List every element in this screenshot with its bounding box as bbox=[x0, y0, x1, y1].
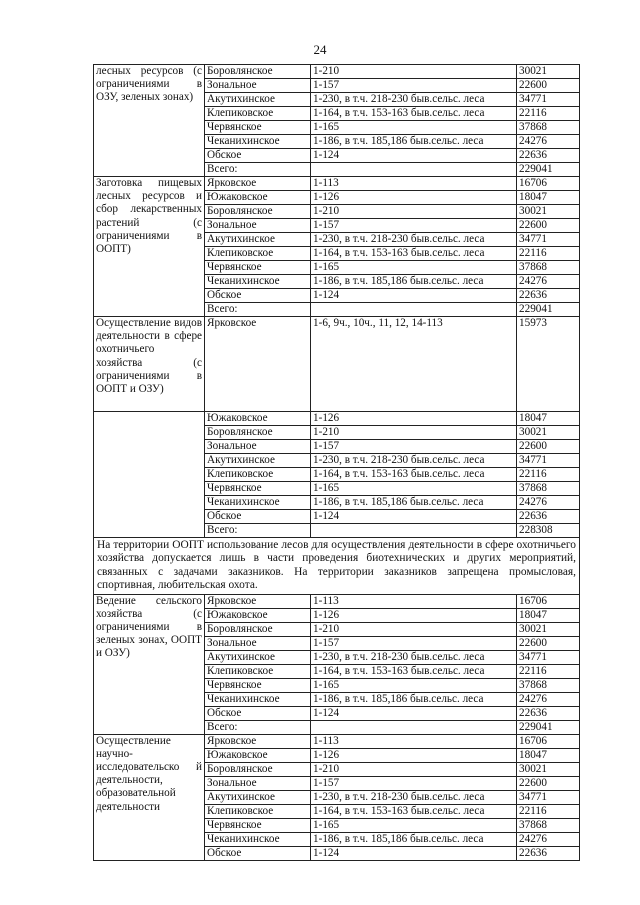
forestry-cell: Клепиковское bbox=[205, 664, 311, 678]
area-cell: 22636 bbox=[517, 846, 580, 860]
area-cell: 37868 bbox=[517, 818, 580, 832]
area-cell: 22116 bbox=[517, 804, 580, 818]
area-cell: 18047 bbox=[517, 608, 580, 622]
quarters-cell: 1-230, в т.ч. 218-230 быв.сельс. леса bbox=[311, 650, 517, 664]
table-row bbox=[94, 482, 580, 496]
area-cell: 22116 bbox=[517, 664, 580, 678]
forestry-cell: Чеканихинское bbox=[205, 496, 311, 510]
forestry-cell: Обское bbox=[205, 510, 311, 524]
table-row bbox=[94, 468, 580, 482]
forestry-cell: Акутихинское bbox=[205, 454, 311, 468]
forestry-cell: Обское bbox=[205, 149, 311, 163]
forestry-cell: Ярковское bbox=[205, 734, 311, 748]
quarters-cell: 1-165 bbox=[311, 818, 517, 832]
quarters-cell: 1-230, в т.ч. 218-230 быв.сельс. леса bbox=[311, 790, 517, 804]
forestry-cell: Боровлянское bbox=[205, 762, 311, 776]
quarters-cell: 1-186, в т.ч. 185,186 быв.сельс. леса bbox=[311, 135, 517, 149]
forestry-cell: Боровлянское bbox=[205, 426, 311, 440]
table-row bbox=[94, 65, 580, 79]
area-cell: 16706 bbox=[517, 177, 580, 191]
area-cell: 16706 bbox=[517, 734, 580, 748]
table-row bbox=[94, 412, 580, 426]
quarters-cell: 1-210 bbox=[311, 205, 517, 219]
area-cell: 37868 bbox=[517, 678, 580, 692]
quarters-cell: 1-157 bbox=[311, 636, 517, 650]
total-row bbox=[94, 524, 580, 538]
quarters-cell: 1-164, в т.ч. 153-163 быв.сельс. леса bbox=[311, 804, 517, 818]
quarters-cell: 1-113 bbox=[311, 594, 517, 608]
area-cell: 22116 bbox=[517, 468, 580, 482]
quarters-cell: 1-164, в т.ч. 153-163 быв.сельс. леса bbox=[311, 468, 517, 482]
quarters-cell: 1-210 bbox=[311, 65, 517, 79]
area-cell: 37868 bbox=[517, 121, 580, 135]
area-cell: 30021 bbox=[517, 65, 580, 79]
area-cell: 22636 bbox=[517, 706, 580, 720]
area-cell: 22600 bbox=[517, 219, 580, 233]
quarters-cell: 1-126 bbox=[311, 412, 517, 426]
forestry-cell: Боровлянское bbox=[205, 622, 311, 636]
area-cell: 16706 bbox=[517, 594, 580, 608]
forestry-cell: Ярковское bbox=[205, 177, 311, 191]
activity-cell bbox=[94, 468, 205, 482]
activity-cell bbox=[94, 510, 205, 524]
total-label: Всего: bbox=[205, 303, 311, 317]
forestry-cell: Клепиковское bbox=[205, 107, 311, 121]
area-cell: 22116 bbox=[517, 107, 580, 121]
forestry-cell: Чеканихинское bbox=[205, 832, 311, 846]
activity-cell bbox=[94, 496, 205, 510]
quarters-cell: 1-230, в т.ч. 218-230 быв.сельс. леса bbox=[311, 93, 517, 107]
total-empty bbox=[311, 524, 517, 538]
forestry-cell: Обское bbox=[205, 289, 311, 303]
quarters-cell: 1-126 bbox=[311, 191, 517, 205]
forestry-cell: Зональное bbox=[205, 776, 311, 790]
area-cell: 22636 bbox=[517, 289, 580, 303]
forestry-cell: Боровлянское bbox=[205, 65, 311, 79]
activity-cell bbox=[94, 412, 205, 426]
area-cell: 22600 bbox=[517, 636, 580, 650]
area-cell: 37868 bbox=[517, 482, 580, 496]
area-cell: 22600 bbox=[517, 79, 580, 93]
total-empty bbox=[311, 163, 517, 177]
forest-use-table bbox=[93, 64, 580, 861]
quarters-cell: 1-210 bbox=[311, 426, 517, 440]
area-cell: 24276 bbox=[517, 692, 580, 706]
forestry-cell: Червянское bbox=[205, 121, 311, 135]
forestry-cell: Чеканихинское bbox=[205, 692, 311, 706]
note-row bbox=[94, 538, 580, 595]
quarters-cell: 1-157 bbox=[311, 219, 517, 233]
area-cell: 34771 bbox=[517, 790, 580, 804]
total-empty bbox=[311, 303, 517, 317]
area-cell: 34771 bbox=[517, 650, 580, 664]
quarters-cell: 1-124 bbox=[311, 149, 517, 163]
activity-cell: Осуществление видов деятельности в сфере охотничьего хозяйства (с ограничениями в ООПТ и ОЗУ) bbox=[94, 317, 205, 412]
area-cell: 24276 bbox=[517, 832, 580, 846]
area-cell: 34771 bbox=[517, 93, 580, 107]
area-cell: 22116 bbox=[517, 247, 580, 261]
quarters-cell: 1-124 bbox=[311, 510, 517, 524]
quarters-cell: 1-124 bbox=[311, 846, 517, 860]
quarters-cell: 1-157 bbox=[311, 776, 517, 790]
area-cell: 22636 bbox=[517, 149, 580, 163]
area-cell: 22636 bbox=[517, 510, 580, 524]
forestry-cell: Ярковское bbox=[205, 317, 311, 412]
forestry-cell: Акутихинское bbox=[205, 93, 311, 107]
quarters-cell: 1-126 bbox=[311, 608, 517, 622]
forestry-cell: Ярковское bbox=[205, 594, 311, 608]
quarters-cell: 1-126 bbox=[311, 748, 517, 762]
forestry-cell: Акутихинское bbox=[205, 233, 311, 247]
forestry-cell: Акутихинское bbox=[205, 650, 311, 664]
note-text: На территории ООПТ использование лесов для осуществления деятельности в сфере охотничьего хозяйства допускается лишь в части проведения биотехнических и других мероприятий, связанных с задачами заказников. На территории заказников запрещена промысловая, спортивная, любительская охота. bbox=[94, 538, 580, 595]
activity-cell: Заготовка пищевых лесных ресурсов и сбор лекарственных растений (с ограничениями в ООПТ) bbox=[94, 177, 205, 317]
quarters-cell: 1-165 bbox=[311, 678, 517, 692]
area-cell: 34771 bbox=[517, 454, 580, 468]
area-cell: 22600 bbox=[517, 440, 580, 454]
forestry-cell: Клепиковское bbox=[205, 804, 311, 818]
area-cell: 30021 bbox=[517, 426, 580, 440]
table-row bbox=[94, 734, 580, 748]
forestry-cell: Клепиковское bbox=[205, 468, 311, 482]
activity-cell: лесных ресурсов (с ограничениями в ОЗУ, зеленых зонах) bbox=[94, 65, 205, 177]
quarters-cell: 1-210 bbox=[311, 622, 517, 636]
area-cell: 30021 bbox=[517, 762, 580, 776]
area-cell: 24276 bbox=[517, 496, 580, 510]
area-cell: 24276 bbox=[517, 275, 580, 289]
forestry-cell: Червянское bbox=[205, 482, 311, 496]
forestry-cell: Червянское bbox=[205, 261, 311, 275]
quarters-cell: 1-124 bbox=[311, 289, 517, 303]
quarters-cell: 1-164, в т.ч. 153-163 быв.сельс. леса bbox=[311, 107, 517, 121]
quarters-cell: 1-186, в т.ч. 185,186 быв.сельс. леса bbox=[311, 496, 517, 510]
total-label: Всего: bbox=[205, 163, 311, 177]
area-cell: 37868 bbox=[517, 261, 580, 275]
area-cell: 15973 bbox=[517, 317, 580, 412]
forestry-cell: Чеканихинское bbox=[205, 135, 311, 149]
total-value: 229041 bbox=[517, 720, 580, 734]
quarters-cell: 1-113 bbox=[311, 177, 517, 191]
area-cell: 30021 bbox=[517, 205, 580, 219]
quarters-cell: 1-230, в т.ч. 218-230 быв.сельс. леса bbox=[311, 454, 517, 468]
forestry-cell: Чеканихинское bbox=[205, 275, 311, 289]
area-cell: 34771 bbox=[517, 233, 580, 247]
area-cell: 18047 bbox=[517, 412, 580, 426]
table-row bbox=[94, 440, 580, 454]
activity-cell bbox=[94, 454, 205, 468]
activity-cell bbox=[94, 426, 205, 440]
quarters-cell: 1-186, в т.ч. 185,186 быв.сельс. леса bbox=[311, 832, 517, 846]
table-row bbox=[94, 454, 580, 468]
quarters-cell: 1-210 bbox=[311, 762, 517, 776]
area-cell: 18047 bbox=[517, 748, 580, 762]
activity-cell bbox=[94, 524, 205, 538]
area-cell: 18047 bbox=[517, 191, 580, 205]
activity-cell: Осуществление научно-исследовательско й деятельности, образовательной деятельности bbox=[94, 734, 205, 860]
activity-cell: Ведение сельского хозяйства (с ограничениями в зеленых зонах, ООПТ и ОЗУ) bbox=[94, 594, 205, 734]
total-value: 229041 bbox=[517, 163, 580, 177]
forestry-cell: Червянское bbox=[205, 678, 311, 692]
forestry-cell: Зональное bbox=[205, 440, 311, 454]
forestry-cell: Южаковское bbox=[205, 191, 311, 205]
forestry-cell: Червянское bbox=[205, 818, 311, 832]
quarters-cell: 1-113 bbox=[311, 734, 517, 748]
page-number: 24 bbox=[313, 42, 327, 57]
forestry-cell: Южаковское bbox=[205, 608, 311, 622]
area-cell: 24276 bbox=[517, 135, 580, 149]
area-cell: 30021 bbox=[517, 622, 580, 636]
forestry-cell: Клепиковское bbox=[205, 247, 311, 261]
quarters-cell: 1-124 bbox=[311, 706, 517, 720]
quarters-cell: 1-165 bbox=[311, 482, 517, 496]
table-row bbox=[94, 510, 580, 524]
table-row bbox=[94, 177, 580, 191]
total-empty bbox=[311, 720, 517, 734]
quarters-cell: 1-164, в т.ч. 153-163 быв.сельс. леса bbox=[311, 664, 517, 678]
forestry-cell: Акутихинское bbox=[205, 790, 311, 804]
quarters-cell: 1-6, 9ч., 10ч., 11, 12, 14-113 bbox=[311, 317, 517, 412]
table-row bbox=[94, 317, 580, 412]
forestry-cell: Боровлянское bbox=[205, 205, 311, 219]
total-label: Всего: bbox=[205, 720, 311, 734]
quarters-cell: 1-157 bbox=[311, 440, 517, 454]
total-label: Всего: bbox=[205, 524, 311, 538]
quarters-cell: 1-157 bbox=[311, 79, 517, 93]
table-row bbox=[94, 594, 580, 608]
total-value: 228308 bbox=[517, 524, 580, 538]
quarters-cell: 1-165 bbox=[311, 261, 517, 275]
table-row bbox=[94, 426, 580, 440]
area-cell: 22600 bbox=[517, 776, 580, 790]
forestry-cell: Зональное bbox=[205, 219, 311, 233]
quarters-cell: 1-164, в т.ч. 153-163 быв.сельс. леса bbox=[311, 247, 517, 261]
forestry-cell: Южаковское bbox=[205, 412, 311, 426]
quarters-cell: 1-230, в т.ч. 218-230 быв.сельс. леса bbox=[311, 233, 517, 247]
forestry-cell: Зональное bbox=[205, 636, 311, 650]
quarters-cell: 1-165 bbox=[311, 121, 517, 135]
quarters-cell: 1-186, в т.ч. 185,186 быв.сельс. леса bbox=[311, 692, 517, 706]
forestry-cell: Южаковское bbox=[205, 748, 311, 762]
forestry-cell: Зональное bbox=[205, 79, 311, 93]
table-row bbox=[94, 496, 580, 510]
activity-cell bbox=[94, 440, 205, 454]
activity-cell bbox=[94, 482, 205, 496]
forestry-cell: Обское bbox=[205, 706, 311, 720]
quarters-cell: 1-186, в т.ч. 185,186 быв.сельс. леса bbox=[311, 275, 517, 289]
total-value: 229041 bbox=[517, 303, 580, 317]
forestry-cell: Обское bbox=[205, 846, 311, 860]
